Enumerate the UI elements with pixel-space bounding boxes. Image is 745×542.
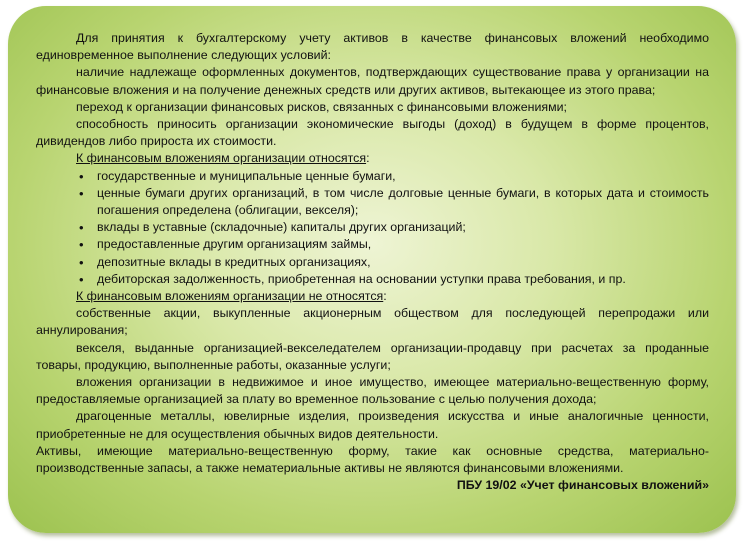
intro-paragraph: Для принятия к бухгалтерскому учету активов в качестве финансовых вложений необходимо единовременное выполнение следующих условий: <box>36 31 709 63</box>
bullet-icon: • <box>79 237 84 253</box>
included-item-text: предоставленные другим организациям займы, <box>97 237 372 252</box>
closing-paragraph: Активы, имеющие материально-вещественную форму, такие как основные средства, материально-производственные запасы, а также нематериальные активы не являются финансовыми вложениями. <box>36 443 709 476</box>
included-item-text: ценные бумаги других организаций, в том числе долговые ценные бумаги, в которых дата и стоимость погашения определена (облигации, векселя); <box>97 185 709 218</box>
bullet-icon: • <box>79 220 84 236</box>
info-card <box>8 6 736 533</box>
excluded-heading-text: К финансовым вложениям организации не относятся <box>76 289 384 304</box>
excluded-item: векселя, выданные организацией-векселедателем организации-продавцу при расчетах за проданные товары, продукцию, выполненные работы, оказанные услуги; <box>36 340 709 372</box>
included-list <box>36 168 709 288</box>
condition-item: способность приносить организации экономические выгоды (доход) в будущем в форме процентов, дивидендов либо прироста их стоимости. <box>36 117 709 149</box>
bullet-icon: • <box>79 185 84 201</box>
included-heading-colon: : <box>366 151 370 166</box>
included-list-item <box>36 254 709 271</box>
excluded-heading-colon: : <box>383 289 387 304</box>
included-list-item <box>36 168 709 185</box>
bullet-icon: • <box>79 254 84 270</box>
included-heading <box>36 150 709 167</box>
included-list-item <box>36 219 709 236</box>
bullet-icon: • <box>79 271 84 287</box>
condition-item: переход к организации финансовых рисков, связанных с финансовыми вложениями; <box>76 99 567 114</box>
excluded-heading <box>36 288 709 305</box>
included-item-text: депозитные вклады в кредитных организациях, <box>97 254 371 269</box>
included-list-item <box>36 236 709 253</box>
bullet-icon: • <box>79 168 84 184</box>
excluded-item: драгоценные металлы, ювелирные изделия, произведения искусства и иные аналогичные ценности, приобретенные не для осуществления обычных видов деятельности. <box>36 409 709 441</box>
included-item-text: вклады в уставные (складочные) капиталы других организаций; <box>97 220 466 235</box>
included-list-item <box>36 185 709 219</box>
excluded-item: собственные акции, выкупленные акционерным обществом для последующей перепродажи или аннулирования; <box>36 306 709 338</box>
included-item-text: дебиторская задолженность, приобретенная на основании уступки права требования, и пр. <box>97 271 626 286</box>
source-citation: ПБУ 19/02 «Учет финансовых вложений» <box>456 478 709 493</box>
included-list-item <box>36 271 709 288</box>
condition-item: наличие надлежаще оформленных документов, подтверждающих существование права у организации на финансовые вложения и на получение денежных средств или других активов, вытекающее из этого права; <box>36 65 709 97</box>
included-heading-text: К финансовым вложениям организации относятся <box>76 151 367 166</box>
included-item-text: государственные и муниципальные ценные бумаги, <box>97 168 396 183</box>
excluded-item: вложения организации в недвижимое и иное имущество, имеющее материально-вещественную форму, предоставляемые организацией за плату во временное пользование с целью получения дохода; <box>36 375 709 407</box>
